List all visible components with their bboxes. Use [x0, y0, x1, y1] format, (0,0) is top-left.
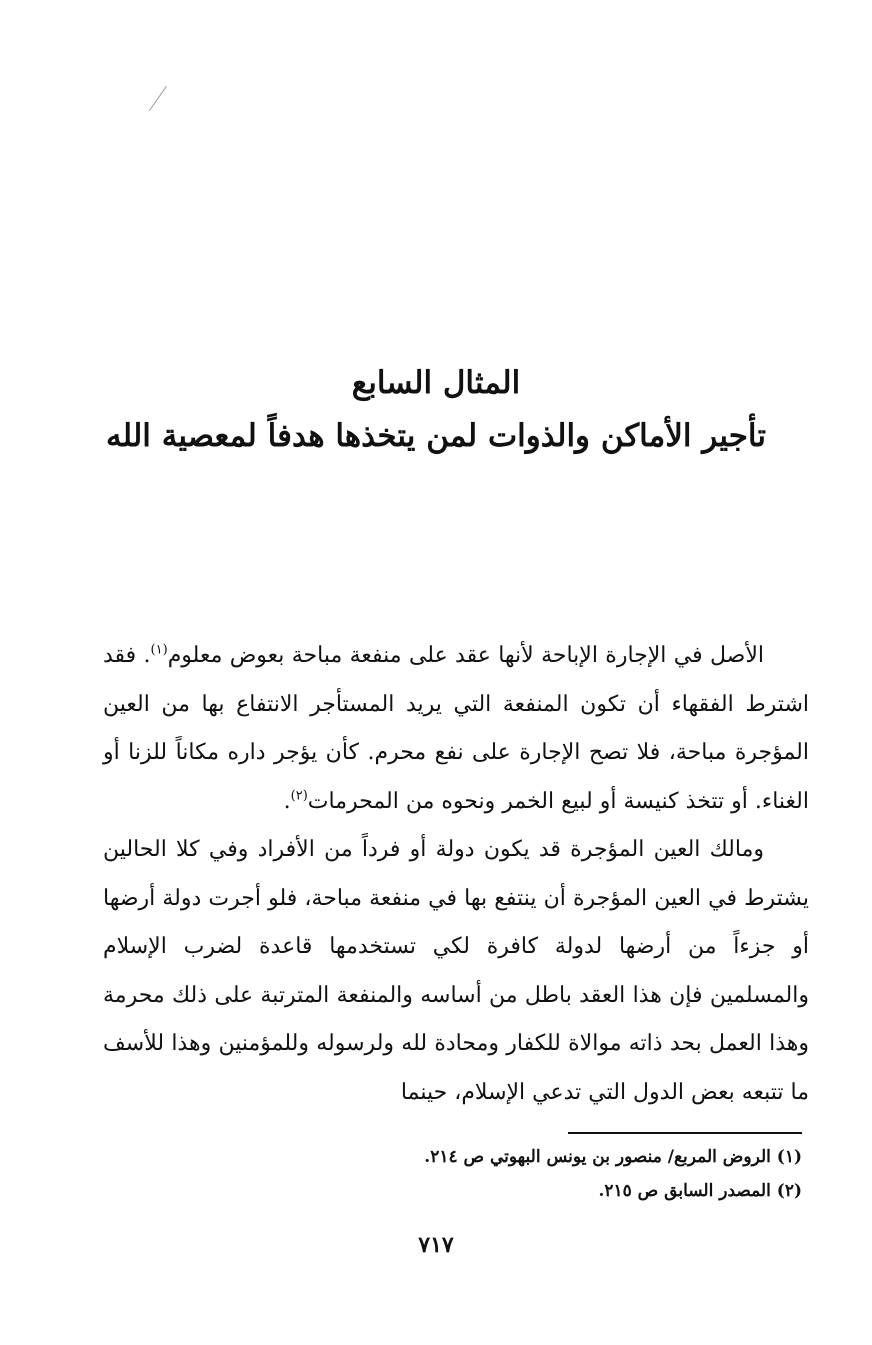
- footnote-1: (١) الروض المربع/ منصور بن يونس البهوتي ص ٢١٤.: [424, 1147, 802, 1167]
- chapter-title: المثال السابع: [351, 365, 521, 401]
- footnote-ref-1: (١): [150, 642, 168, 658]
- footnote-2: (٢) المصدر السابق ص ٢١٥.: [598, 1181, 802, 1201]
- footnote-ref-2: (٢): [290, 788, 308, 804]
- footnote-divider: [568, 1132, 802, 1134]
- page-number: ٧١٧: [418, 1232, 454, 1258]
- paragraph-1-part-1: الأصل في الإجارة الإباحة لأنها عقد على منفعة مباحة بعوض معلوم: [167, 643, 764, 668]
- body-text: [103, 632, 809, 1117]
- paragraph-1-part-3: .: [283, 788, 291, 814]
- footnotes: [300, 1140, 802, 1208]
- paragraph-1-part-2: . فقد اشترط الفقهاء أن تكون المنفعة التي يريد المستأجر الانتفاع بها من العين المؤجرة مباحة، فلا تصح الإجارة على نفع محرم. كأن يؤجر داره مكاناً للزنا أو الغناء. أو تتخذ كنيسة أو لبيع الخمر ونحوه من المحرمات: [103, 643, 809, 814]
- chapter-subtitle: تأجير الأماكن والذوات لمن يتخذها هدفاً لمعصية الله: [105, 418, 767, 454]
- paragraph-1: [103, 632, 809, 826]
- paragraph-2: ومالك العين المؤجرة قد يكون دولة أو فرداً من الأفراد وفي كلا الحالين يشترط في العين المؤجرة أن ينتفع بها في منفعة مباحة، فلو أجرت دولة أرضها أو جزءاً من أرضها لدولة كافرة لكي تستخدمها قاعدة لضرب الإسلام والمسلمين فإن هذا العقد باطل من أساسه والمنفعة المترتبة على ذلك محرمة وهذا العمل بحد ذاته موالاة للكفار ومحادة لله ولرسوله وللمؤمنين وهذا للأسف ما تتبعه بعض الدول التي تدعي الإسلام، حينما: [103, 837, 809, 1105]
- chapter-heading: [0, 358, 872, 464]
- scan-mark: [149, 86, 167, 111]
